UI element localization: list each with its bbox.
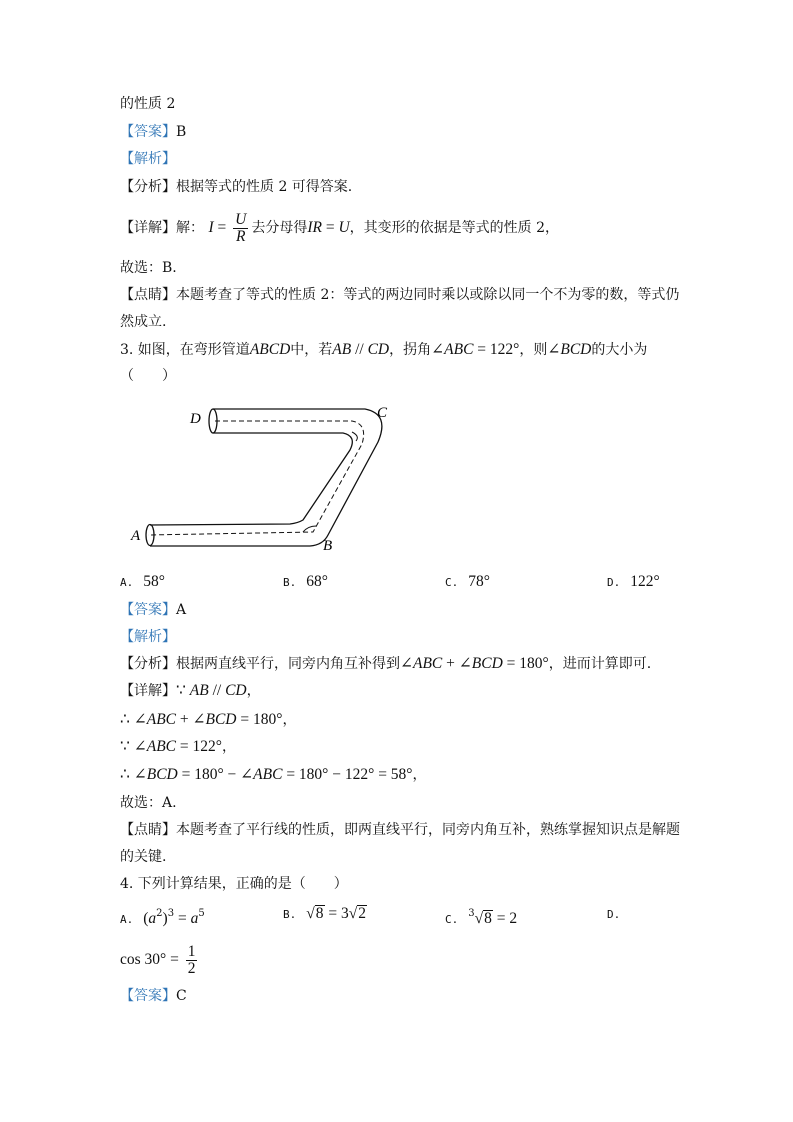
- label-d: D: [190, 411, 201, 427]
- q3-step-1: ∴ ∠ABC + ∠BCD = 180°，: [120, 711, 297, 728]
- detail-label: 【详解】: [120, 683, 176, 699]
- answer-value: B: [176, 124, 187, 140]
- q3-choose-line: 故选：A.: [120, 795, 177, 811]
- q3-option-c[interactable]: C. 78°: [445, 573, 490, 590]
- answer-label: 【答案】: [120, 124, 176, 140]
- formula-i: I: [208, 219, 214, 236]
- q3-analysis-line: [120, 627, 176, 647]
- q3-detail-line: 【详解】∵ AB // CD，: [120, 682, 261, 699]
- fraction-one-half: $\frac{1}{2}$: [187, 942, 196, 977]
- answer-value: C: [176, 988, 187, 1004]
- q3-answer-line: [120, 600, 186, 620]
- fenxi-label: 【分析】: [120, 179, 176, 195]
- q3-step-2: ∵ ∠ABC = 122°，: [120, 738, 236, 755]
- label-b: B: [323, 538, 333, 554]
- detail-line: 【详解】解： I = $\frac{U}{R}$ 去分母得IR = U，其变形的依据是等式的性质 2，: [120, 210, 560, 245]
- text-line: 的性质 2: [120, 96, 176, 112]
- analysis-line: [120, 149, 176, 169]
- q4-option-d-content: cos 30° = $\frac{1}{2}$: [120, 942, 196, 977]
- q4-option-c[interactable]: C. $^3$√8 = 2: [445, 908, 518, 927]
- answer-label: 【答案】: [120, 988, 176, 1004]
- answer-line: [120, 122, 186, 142]
- q3-dianjing-line-2: 的关键.: [120, 849, 167, 865]
- detail-label: 【详解】: [120, 220, 176, 236]
- q4-stem: 4. 下列计算结果，正确的是（ ）: [120, 876, 348, 892]
- dianjing-line: 【点睛】本题考查了等式的性质 2：等式的两边同时乘以或除以同一个不为零的数，等式仍: [120, 287, 680, 303]
- answer-label: 【答案】: [120, 602, 176, 618]
- label-a: A: [131, 528, 141, 544]
- formula-ir-u: IR: [307, 219, 322, 236]
- q3-option-b[interactable]: B. 68°: [283, 573, 328, 590]
- analysis-label: 【解析】: [120, 151, 176, 167]
- q3-dianjing-line: 【点睛】本题考查了平行线的性质，即两直线平行，同旁内角互补，熟练掌握知识点是解题: [120, 822, 680, 838]
- fraction-u-over-r: $\frac{U}{R}$: [235, 210, 247, 245]
- q4-option-b[interactable]: B. √8 = 3√2: [283, 905, 367, 922]
- dianjing-label: 【点睛】: [120, 287, 176, 303]
- bent-pipe-figure: [120, 392, 410, 557]
- q4-answer-line: [120, 986, 187, 1006]
- fenxi-label: 【分析】: [120, 656, 176, 672]
- label-c: C: [377, 405, 388, 421]
- q3-stem: 3. 如图，在弯形管道ABCD中，若AB // CD，拐角∠ABC = 122°，则∠BCD的大小为: [120, 341, 648, 358]
- fenxi-line: [120, 177, 352, 197]
- fenxi-text: 根据等式的性质 2 可得答案.: [176, 179, 353, 195]
- q3-step-3: ∴ ∠BCD = 180° − ∠ABC = 180° − 122° = 58°，: [120, 766, 427, 783]
- q4-option-d[interactable]: D.: [607, 908, 621, 921]
- analysis-label: 【解析】: [120, 629, 176, 645]
- dianjing-label: 【点睛】: [120, 822, 176, 838]
- q4-option-a[interactable]: A. $(a^2)^3 = a^5$: [120, 908, 205, 927]
- answer-value: A: [176, 602, 187, 618]
- choose-line: 故选：B.: [120, 260, 177, 276]
- q3-paren: （ ）: [120, 368, 176, 384]
- q3-option-d[interactable]: D. 122°: [607, 573, 660, 590]
- q3-fenxi-line: 【分析】根据两直线平行，同旁内角互补得到∠ABC + ∠BCD = 180°，进而计算即可.: [120, 655, 652, 672]
- q3-option-a[interactable]: A. 58°: [120, 573, 165, 590]
- dianjing-line-2: 然成立.: [120, 314, 167, 330]
